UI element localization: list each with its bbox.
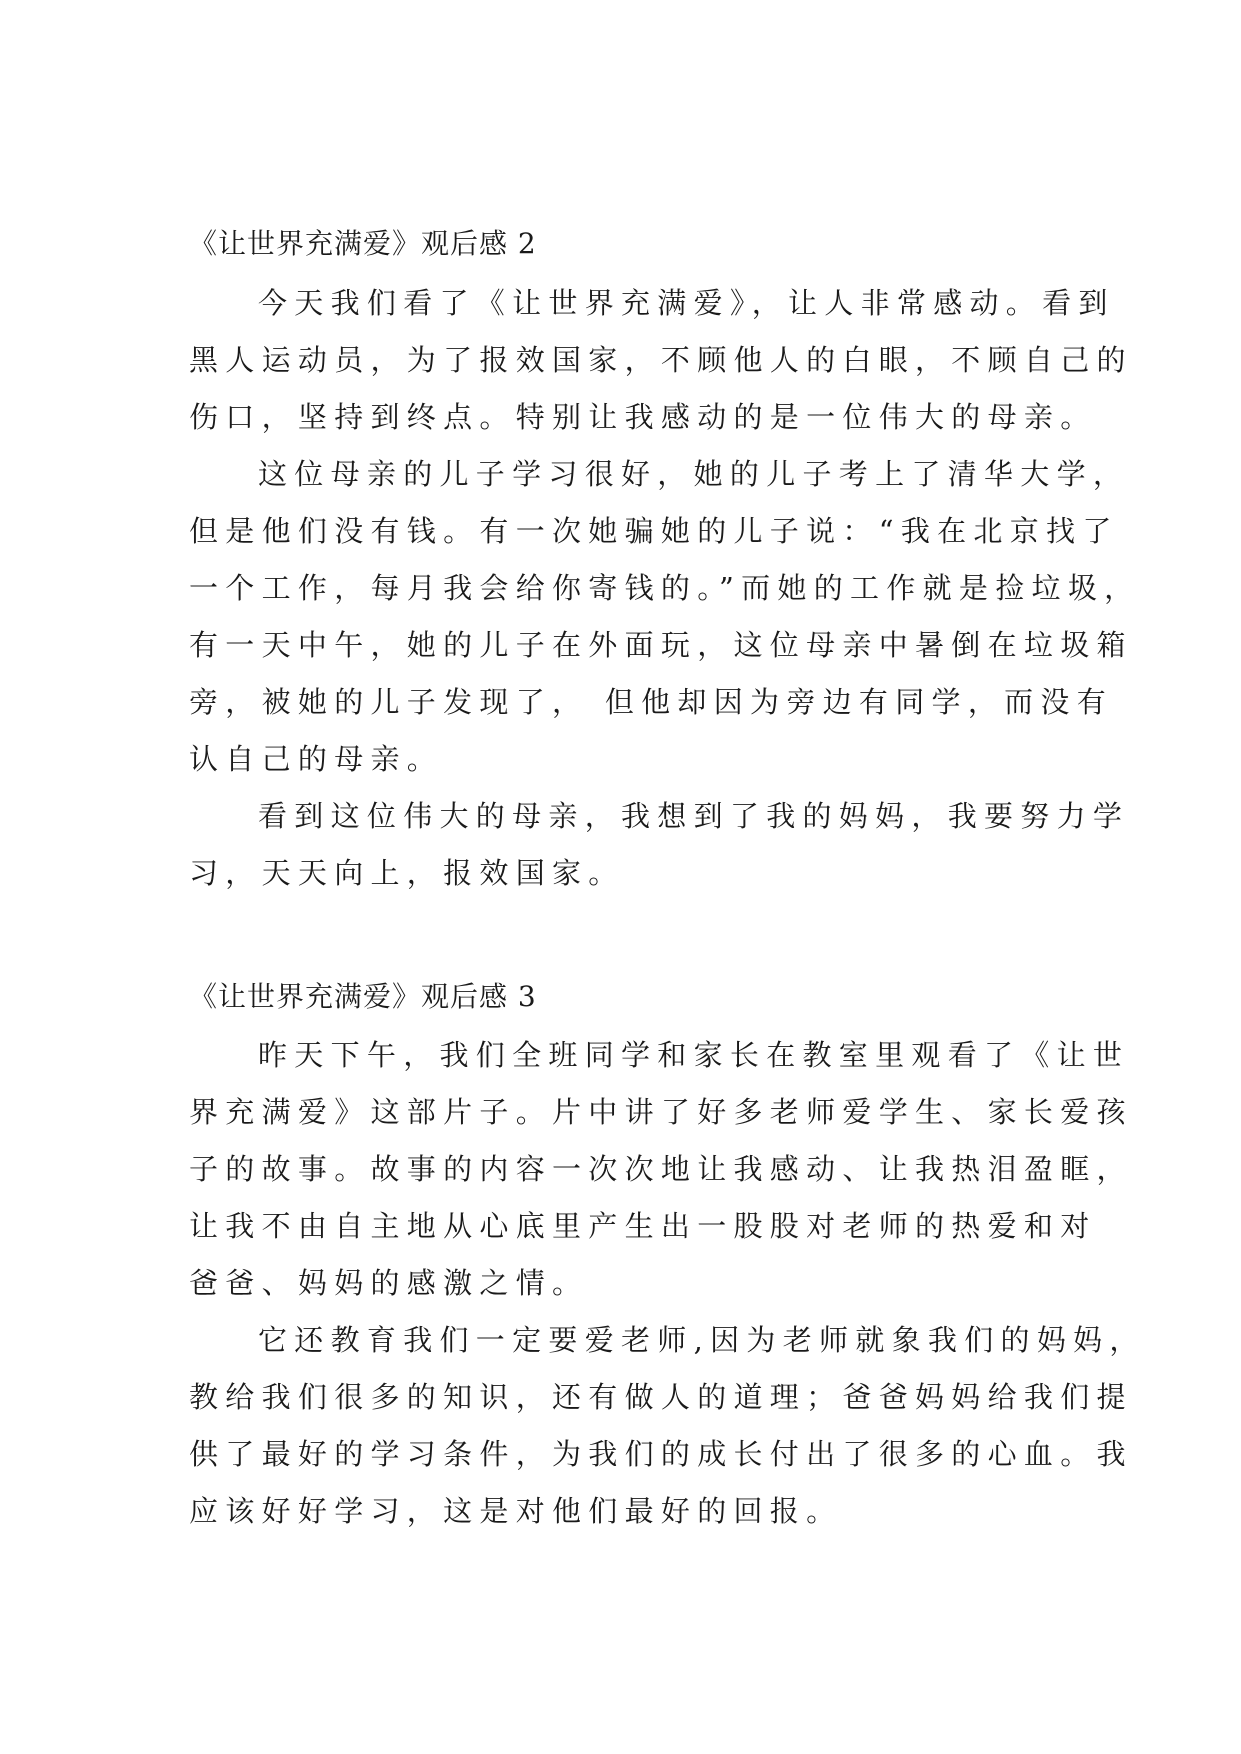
paragraph-line: 子的故事。故事的内容一次次地让我感动、让我热泪盈眶， (189, 1152, 1133, 1186)
paragraph-line: 应该好好学习，这是对他们最好的回报。 (189, 1494, 843, 1528)
section-2-title: 《让世界充满爱》观后感 2 (189, 227, 537, 260)
paragraph-line: 教给我们很多的知识，还有做人的道理；爸爸妈妈给我们提 (189, 1380, 1133, 1414)
section-3-title: 《让世界充满爱》观后感 3 (189, 980, 537, 1013)
paragraph-line: 习，天天向上，报效国家。 (189, 856, 625, 890)
paragraph-line: 今天我们看了《让世界充满爱》，让人非常感动。看到 (258, 286, 1115, 320)
paragraph-line: 旁，被她的儿子发现了， 但他却因为旁边有同学，而没有 (189, 685, 1114, 719)
paragraph-line: 黑人运动员，为了报效国家，不顾他人的白眼，不顾自己的 (189, 343, 1133, 377)
paragraph-line: 看到这位伟大的母亲，我想到了我的妈妈，我要努力学 (258, 799, 1130, 833)
paragraph-line: 爸爸、妈妈的感激之情。 (189, 1266, 589, 1300)
paragraph-line: 让我不由自主地从心底里产生出一股股对老师的热爱和对 (189, 1209, 1097, 1243)
paragraph-line: 有一天中午，她的儿子在外面玩，这位母亲中暑倒在垃圾箱 (189, 628, 1133, 662)
paragraph-line: 伤口，坚持到终点。特别让我感动的是一位伟大的母亲。 (189, 400, 1097, 434)
paragraph-line: 供了最好的学习条件，为我们的成长付出了很多的心血。我 (189, 1437, 1133, 1471)
paragraph-line: 但是他们没有钱。有一次她骗她的儿子说：“我在北京找了 (189, 514, 1119, 548)
paragraph-line: 一个工作，每月我会给你寄钱的。”而她的工作就是捡垃圾， (189, 571, 1141, 605)
paragraph-line: 界充满爱》这部片子。片中讲了好多老师爱学生、家长爱孩 (189, 1095, 1133, 1129)
paragraph-line: 认自己的母亲。 (189, 742, 444, 776)
paragraph-line: 昨天下午，我们全班同学和家长在教室里观看了《让世 (258, 1038, 1130, 1072)
paragraph-line: 这位母亲的儿子学习很好，她的儿子考上了清华大学， (258, 457, 1130, 491)
paragraph-line: 它还教育我们一定要爱老师,因为老师就象我们的妈妈， (258, 1323, 1146, 1357)
